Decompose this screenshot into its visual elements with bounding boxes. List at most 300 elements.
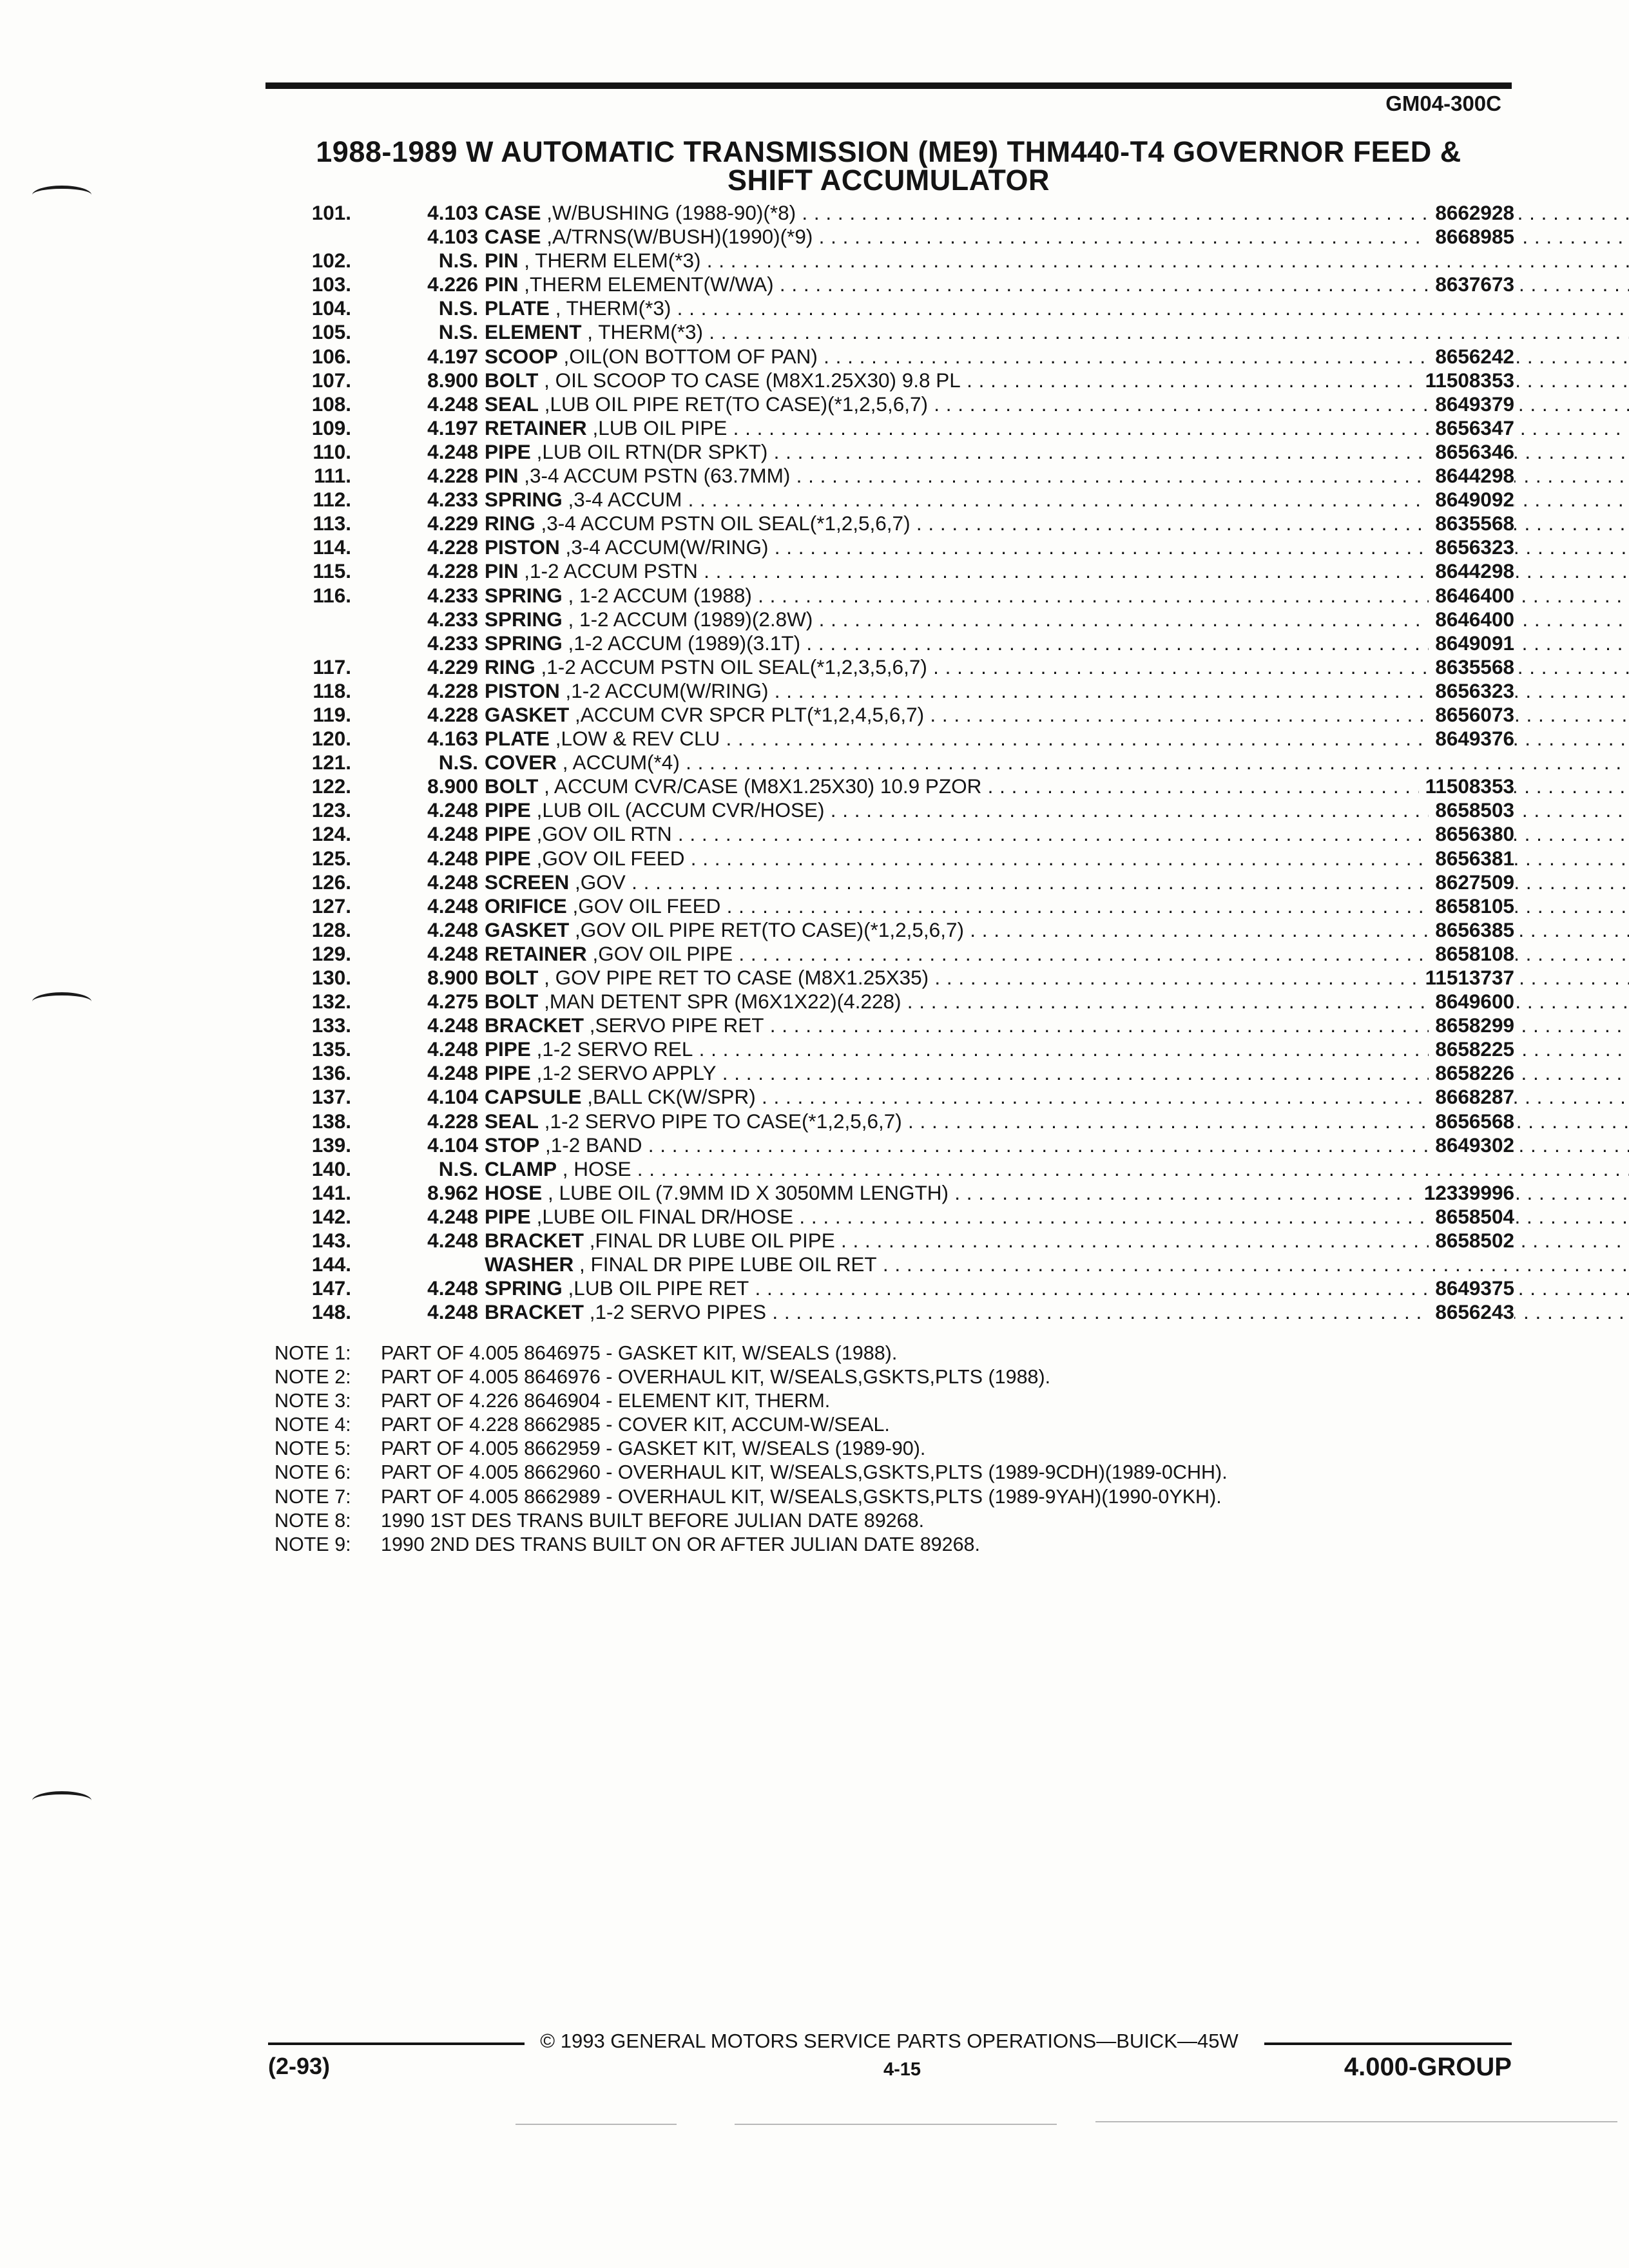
part-number: 12339996 [1418,1181,1514,1205]
note-item [275,1365,1499,1389]
part-detail: ,3-4 ACCUM PSTN OIL SEAL(*1,2,5,6,7) [541,512,911,535]
part-detail: ,ACCUM CVR SPCR PLT(*1,2,4,5,6,7) [575,702,925,726]
part-detail: ,LUB OIL (ACCUM CVR/HOSE) [536,798,825,822]
part-name: PLATE [485,296,550,320]
part-row [271,918,1514,942]
page-number: 4-15 [883,2059,921,2080]
part-number: 8656346 [1429,440,1514,464]
part-row [271,894,1514,918]
part-name: PIPE [485,1037,531,1061]
part-row [271,1061,1514,1085]
ref-number: 125. [311,846,351,870]
part-name: SPRING [485,607,563,631]
part-number: 8656381 [1429,847,1514,870]
part-name: CAPSULE [485,1085,582,1109]
note-label: NOTE 3: [275,1390,351,1412]
group-number: 4.103 [427,201,478,224]
note-item [275,1485,1499,1509]
part-detail: ,THERM ELEMENT(W/WA) [524,273,774,296]
group-number: 4.248 [427,798,478,822]
group-label: 4.000-GROUP [1344,2053,1512,2081]
part-detail: ,3-4 ACCUM(W/RING) [565,535,769,559]
part-row [271,822,1514,846]
part-name: SPRING [485,488,563,512]
ref-number: 135. [311,1037,351,1061]
part-detail: , LUBE OIL (7.9MM ID X 3050MM LENGTH) [548,1180,949,1204]
part-row [271,464,1514,488]
part-detail: ,1-2 BAND [545,1133,642,1157]
note-text: PART OF 4.005 8662960 - OVERHAUL KIT, W/SEALS,GSKTS,PLTS (1989-9CDH)(1989-0CHH). [381,1461,1228,1484]
part-name: PISTON [485,535,560,559]
part-detail: ,1-2 SERVO REL [536,1037,693,1061]
note-label: NOTE 2: [275,1366,351,1389]
part-detail: ,1-2 SERVO PIPE TO CASE(*1,2,5,6,7) [544,1109,902,1133]
part-name: PIN [485,273,519,296]
group-number: 4.233 [427,488,478,512]
part-row [271,535,1514,559]
ref-number: 141. [311,1180,351,1204]
group-number: 4.228 [427,678,478,702]
note-text: 1990 2ND DES TRANS BUILT ON OR AFTER JULIAN DATE 89268. [381,1533,980,1555]
part-row [271,655,1514,679]
group-number: 4.104 [427,1133,478,1157]
group-number: N.S. [438,751,478,774]
part-detail: , HOSE [562,1157,631,1180]
part-detail: ,GOV OIL PIPE [592,941,733,965]
ref-number: 102. [311,249,351,273]
ref-number: 126. [311,870,351,894]
scan-artifact-line [516,2124,677,2125]
part-name: RETAINER [485,941,587,965]
part-detail: ,LUB OIL PIPE RET(TO CASE)(*1,2,5,6,7) [544,392,928,416]
part-number: 11508353 [1419,774,1514,798]
part-name: WASHER [485,1253,574,1276]
ref-number: 113. [313,512,351,535]
part-number: 8646400 [1429,584,1514,608]
part-row [271,1085,1514,1109]
group-number: N.S. [438,320,478,344]
part-detail: ,OIL(ON BOTTOM OF PAN) [563,344,818,368]
part-row [271,440,1514,464]
part-name: RING [485,655,535,678]
ref-number: 118. [313,678,351,702]
group-number: N.S. [438,249,478,273]
part-detail: , ACCUM CVR/CASE (M8X1.25X30) 10.9 PZOR [544,774,982,798]
part-detail: ,A/TRNS(W/BUSH)(1990)(*9) [546,225,813,249]
part-detail: , THERM(*3) [555,296,671,320]
part-detail: ,LOW & REV CLU [555,727,720,751]
note-label: NOTE 1: [275,1342,351,1364]
note-label: NOTE 8: [275,1509,351,1532]
part-number: 8649302 [1429,1133,1514,1157]
part-detail: ,GOV OIL FEED [572,894,721,918]
note-item [275,1533,1499,1557]
ref-number: 108. [311,392,351,416]
part-name: BOLT [485,990,539,1014]
note-item [275,1461,1499,1485]
part-row [271,584,1514,608]
part-number: 8649379 [1429,392,1514,416]
part-detail: ,GOV [575,870,626,894]
part-name: BRACKET [485,1229,584,1253]
part-row [271,1300,1514,1324]
part-row [271,798,1514,822]
part-number: 8656347 [1429,416,1514,440]
part-number: 8656323 [1429,535,1514,559]
part-number: 8662928 [1429,201,1514,225]
ref-number: 140. [311,1157,351,1180]
ref-number: 130. [311,966,351,989]
note-item [275,1341,1499,1365]
part-description [485,296,1629,320]
part-name: HOSE [485,1180,543,1204]
part-name: RETAINER [485,416,587,439]
part-detail: , OIL SCOOP TO CASE (M8X1.25X30) 9.8 PL [544,368,961,392]
part-name: SPRING [485,583,563,607]
group-number: 4.248 [427,392,478,416]
part-row [271,225,1514,249]
ref-number: 115. [313,559,351,583]
ref-number: 139. [311,1133,351,1157]
part-detail: ,LUBE OIL FINAL DR/HOSE [536,1204,794,1228]
part-number: 8656568 [1429,1110,1514,1133]
notes-list [275,1341,1499,1557]
part-detail: ,1-2 ACCUM PSTN [524,559,698,583]
part-name: ELEMENT [485,320,582,344]
part-detail: ,1-2 ACCUM PSTN OIL SEAL(*1,2,3,5,6,7) [541,655,927,678]
punch-hole-mark [32,992,92,1011]
note-label: NOTE 6: [275,1461,351,1484]
part-name: PIPE [485,1061,531,1085]
note-item [275,1437,1499,1461]
group-number: 4.228 [427,559,478,583]
part-number: 8649376 [1429,727,1514,751]
part-row [271,1133,1514,1157]
ref-number: 117. [313,655,351,678]
note-text: PART OF 4.228 8662985 - COVER KIT, ACCUM-W/SEAL. [381,1414,890,1436]
part-number: 11513737 [1419,966,1514,990]
note-label: NOTE 5: [275,1437,351,1460]
part-name: ORIFICE [485,894,567,918]
part-detail: ,1-2 ACCUM(W/RING) [565,678,769,702]
part-name: BOLT [485,966,539,989]
part-number: 8635568 [1429,512,1514,535]
note-text: PART OF 4.005 8662959 - GASKET KIT, W/SEALS (1989-90). [381,1437,926,1460]
group-number: 4.248 [427,439,478,463]
part-number: 8627509 [1429,870,1514,894]
note-label: NOTE 4: [275,1414,351,1436]
part-row [271,201,1514,225]
part-name: PIPE [485,439,531,463]
group-number: 4.248 [427,1014,478,1037]
part-row [271,1276,1514,1300]
group-number: 8.962 [427,1180,478,1204]
note-item [275,1509,1499,1533]
note-text: 1990 1ST DES TRANS BUILT BEFORE JULIAN DATE 89268. [381,1509,925,1532]
part-detail: ,LUB OIL PIPE [592,416,728,439]
part-description [485,249,1629,273]
ref-number: 142. [311,1204,351,1228]
part-detail: ,GOV OIL PIPE RET(TO CASE)(*1,2,5,6,7) [575,918,964,941]
ref-number: 147. [311,1276,351,1300]
ref-number: 101. [311,201,351,224]
group-number: 4.163 [427,727,478,751]
ref-number: 138. [311,1109,351,1133]
part-row [271,1037,1514,1061]
ref-number: 121. [311,751,351,774]
part-detail: ,3-4 ACCUM [568,488,682,512]
part-number: 8658108 [1429,942,1514,966]
part-description [485,320,1629,344]
ref-number: 143. [311,1229,351,1253]
note-text: PART OF 4.226 8646904 - ELEMENT KIT, THERM. [381,1390,831,1412]
part-row [271,249,1514,273]
part-name: GASKET [485,702,570,726]
ref-number: 129. [311,941,351,965]
group-number: 4.226 [427,273,478,296]
part-row [271,679,1514,703]
part-row [271,631,1514,655]
group-number: 4.233 [427,607,478,631]
group-number: 4.228 [427,535,478,559]
part-name: PISTON [485,678,560,702]
part-name: PIPE [485,1204,531,1228]
part-detail: , THERM(*3) [587,320,703,344]
part-row [271,559,1514,583]
part-detail: ,W/BUSHING (1988-90)(*8) [546,201,796,224]
ref-number: 148. [311,1300,351,1324]
group-number: 4.248 [427,1061,478,1085]
part-number: 8658225 [1429,1037,1514,1061]
group-number: 4.228 [427,464,478,488]
part-row [271,392,1514,416]
ref-number: 114. [313,535,351,559]
punch-hole-mark [32,1791,92,1810]
part-number: 8658226 [1429,1061,1514,1085]
ref-number: 116. [313,583,351,607]
group-number: 4.103 [427,225,478,249]
part-row [271,1229,1514,1253]
part-number: 8658502 [1429,1229,1514,1253]
part-name: CASE [485,225,541,249]
part-row [271,942,1514,966]
part-number: 8656073 [1429,703,1514,727]
scan-artifact-line [735,2124,1057,2125]
group-number: 8.900 [427,966,478,989]
part-number: 8658105 [1429,894,1514,918]
group-number: 4.248 [427,1037,478,1061]
part-detail: ,FINAL DR LUBE OIL PIPE [589,1229,835,1253]
group-number: 4.248 [427,1276,478,1300]
ref-number: 119. [313,702,351,726]
part-description [485,1253,1629,1276]
part-row [271,751,1514,774]
group-number: 4.248 [427,1204,478,1228]
part-number: 8656380 [1429,822,1514,846]
part-name: PLATE [485,727,550,751]
part-name: SPRING [485,631,563,655]
ref-number: 123. [311,798,351,822]
group-number: 8.900 [427,774,478,798]
group-number: 4.248 [427,894,478,918]
part-number: 8649092 [1429,488,1514,512]
part-number: 8668287 [1429,1085,1514,1109]
part-detail: ,LUB OIL PIPE RET [568,1276,749,1300]
part-row [271,703,1514,727]
part-number: 8644298 [1429,559,1514,583]
copyright-text: © 1993 GENERAL MOTORS SERVICE PARTS OPERATIONS—BUICK—45W [540,2030,1239,2052]
part-row [271,966,1514,990]
part-name: PIN [485,464,519,488]
footer-rule-left [268,2042,525,2045]
part-name: PIN [485,559,519,583]
part-number: 8668985 [1429,225,1514,249]
part-row [271,416,1514,440]
group-number: 4.228 [427,1109,478,1133]
part-number: 8646400 [1429,608,1514,631]
group-number: 8.900 [427,368,478,392]
part-name: CLAMP [485,1157,557,1180]
part-detail: ,1-2 ACCUM (1989)(3.1T) [568,631,801,655]
part-detail: ,SERVO PIPE RET [589,1014,764,1037]
note-item [275,1413,1499,1437]
scan-artifact-line [1095,2121,1617,2122]
group-number: 4.229 [427,512,478,535]
revision-date: (2-93) [268,2053,331,2079]
parts-list [271,201,1514,1324]
ref-number: 110. [313,439,351,463]
part-row [271,369,1514,392]
ref-number: 106. [311,344,351,368]
ref-number: 104. [311,296,351,320]
group-number: 4.228 [427,702,478,726]
part-row [271,1157,1514,1181]
group-number: N.S. [438,1157,478,1180]
part-row [271,1205,1514,1229]
part-number: 8637673 [1429,273,1514,296]
part-description [485,751,1629,774]
part-row [271,1014,1514,1037]
part-number: 8656323 [1429,679,1514,703]
ref-number: 124. [311,822,351,846]
ref-number: 105. [311,320,351,344]
group-number: 4.248 [427,822,478,846]
part-row [271,727,1514,751]
part-detail: , GOV PIPE RET TO CASE (M8X1.25X35) [544,966,929,989]
page-title [265,135,1512,197]
part-name: GASKET [485,918,570,941]
group-number: 4.229 [427,655,478,678]
part-detail: , ACCUM(*4) [562,751,680,774]
ref-number: 109. [311,416,351,439]
part-detail: , FINAL DR PIPE LUBE OIL RET [579,1253,877,1276]
group-number: 4.248 [427,846,478,870]
ref-number: 144. [311,1253,351,1276]
part-detail: , 1-2 ACCUM (1988) [568,583,752,607]
part-number: 11508353 [1419,369,1514,392]
part-row [271,608,1514,631]
group-number: 4.233 [427,583,478,607]
punch-hole-mark [32,186,92,204]
part-detail: , 1-2 ACCUM (1989)(2.8W) [568,607,813,631]
part-detail: , THERM ELEM(*3) [524,249,701,273]
part-description [485,1157,1629,1181]
part-detail: ,LUB OIL RTN(DR SPKT) [536,439,768,463]
part-detail: ,GOV OIL RTN [536,822,672,846]
ref-number: 122. [311,774,351,798]
part-number: 8656243 [1429,1300,1514,1324]
part-name: SEAL [485,392,539,416]
ref-number: 132. [311,990,351,1014]
ref-number: 112. [313,488,351,512]
part-name: BRACKET [485,1014,584,1037]
part-number: 8649600 [1429,990,1514,1014]
part-name: STOP [485,1133,540,1157]
part-detail: ,GOV OIL FEED [536,846,685,870]
part-row [271,870,1514,894]
note-item [275,1389,1499,1413]
note-label: NOTE 7: [275,1485,351,1508]
part-number: 8656385 [1429,918,1514,942]
part-number: 8658299 [1429,1014,1514,1037]
part-row [271,512,1514,535]
part-name: SCREEN [485,870,570,894]
part-name: PIPE [485,822,531,846]
ref-number: 107. [311,368,351,392]
group-number: 4.248 [427,1300,478,1324]
part-name: BOLT [485,368,539,392]
group-number: 4.248 [427,918,478,941]
note-text: PART OF 4.005 8646975 - GASKET KIT, W/SEALS (1988). [381,1342,898,1364]
part-detail: ,MAN DETENT SPR (M6X1X22)(4.228) [544,990,901,1014]
part-name: SEAL [485,1109,539,1133]
part-name: COVER [485,751,557,774]
part-detail: ,3-4 ACCUM PSTN (63.7MM) [524,464,791,488]
note-text: PART OF 4.005 8646976 - OVERHAUL KIT, W/SEALS,GSKTS,PLTS (1988). [381,1366,1051,1389]
part-number: 8658504 [1429,1205,1514,1229]
title-line-2: SHIFT ACCUMULATOR [727,164,1050,197]
header-rule [265,82,1512,89]
ref-number: 103. [311,273,351,296]
group-number: 4.104 [427,1085,478,1109]
part-row [271,296,1514,320]
group-number: 4.248 [427,941,478,965]
part-name: SCOOP [485,344,558,368]
note-label: NOTE 9: [275,1533,351,1555]
part-name: PIPE [485,846,531,870]
part-detail: ,1-2 SERVO PIPES [589,1300,767,1324]
part-number: 8649091 [1429,631,1514,655]
footer-rule-right [1264,2042,1512,2045]
ref-number: 120. [311,727,351,751]
group-number: N.S. [438,296,478,320]
part-number: 8649375 [1429,1276,1514,1300]
part-name: RING [485,512,535,535]
ref-number: 137. [311,1085,351,1109]
part-row [271,273,1514,296]
ref-number: 136. [311,1061,351,1085]
part-row [271,320,1514,344]
part-row [271,1181,1514,1205]
group-number: 4.275 [427,990,478,1014]
title-line-1: 1988-1989 W AUTOMATIC TRANSMISSION (ME9) THM440-T4 GOVERNOR FEED & [316,135,1461,168]
part-row [271,990,1514,1014]
part-row [271,488,1514,512]
part-row [271,847,1514,870]
part-name: BRACKET [485,1300,584,1324]
part-name: BOLT [485,774,539,798]
group-number: 4.197 [427,416,478,439]
